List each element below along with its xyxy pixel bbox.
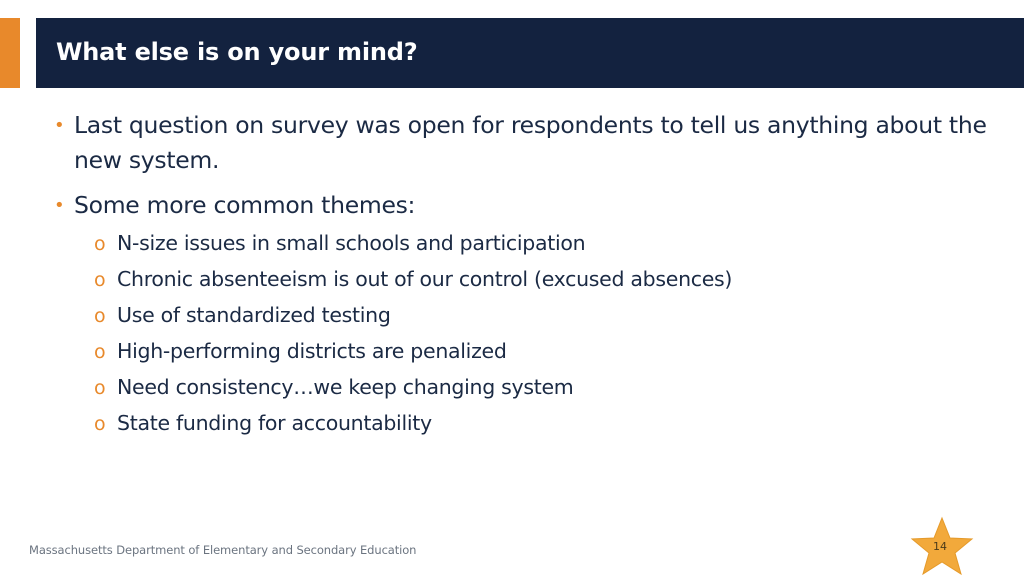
theme-text: Chronic absenteeism is out of our control (excused absences) — [117, 267, 733, 291]
footer-organization: Massachusetts Department of Elementary and Secondary Education — [29, 543, 417, 557]
subitem-marker: o — [94, 305, 106, 327]
theme-text: N-size issues in small schools and participation — [117, 231, 586, 255]
title-band — [36, 18, 1024, 88]
bullet-item — [52, 108, 992, 178]
theme-item — [52, 405, 992, 441]
theme-text: High-performing districts are penalized — [117, 339, 507, 363]
theme-item — [52, 225, 992, 261]
theme-item — [52, 297, 992, 333]
bullet-marker: • — [54, 195, 65, 216]
bullet-text: Last question on survey was open for respondents to tell us anything about the new system. — [74, 111, 987, 174]
bullet-text: Some more common themes: — [74, 191, 416, 219]
subitem-marker: o — [94, 233, 106, 255]
bullet-item — [52, 188, 992, 223]
slide-content — [52, 108, 992, 441]
theme-item — [52, 333, 992, 369]
theme-item — [52, 261, 992, 297]
theme-item — [52, 369, 992, 405]
subitem-marker: o — [94, 269, 106, 291]
slide-title: What else is on your mind? — [56, 38, 418, 66]
subitem-marker: o — [94, 341, 106, 363]
theme-text: State funding for accountability — [117, 411, 432, 435]
subitem-marker: o — [94, 413, 106, 435]
bullet-marker: • — [54, 115, 65, 136]
theme-text: Need consistency…we keep changing system — [117, 375, 574, 399]
theme-list — [52, 225, 992, 441]
theme-text: Use of standardized testing — [117, 303, 391, 327]
page-number: 14 — [933, 540, 947, 553]
accent-bar — [0, 18, 20, 88]
subitem-marker: o — [94, 377, 106, 399]
